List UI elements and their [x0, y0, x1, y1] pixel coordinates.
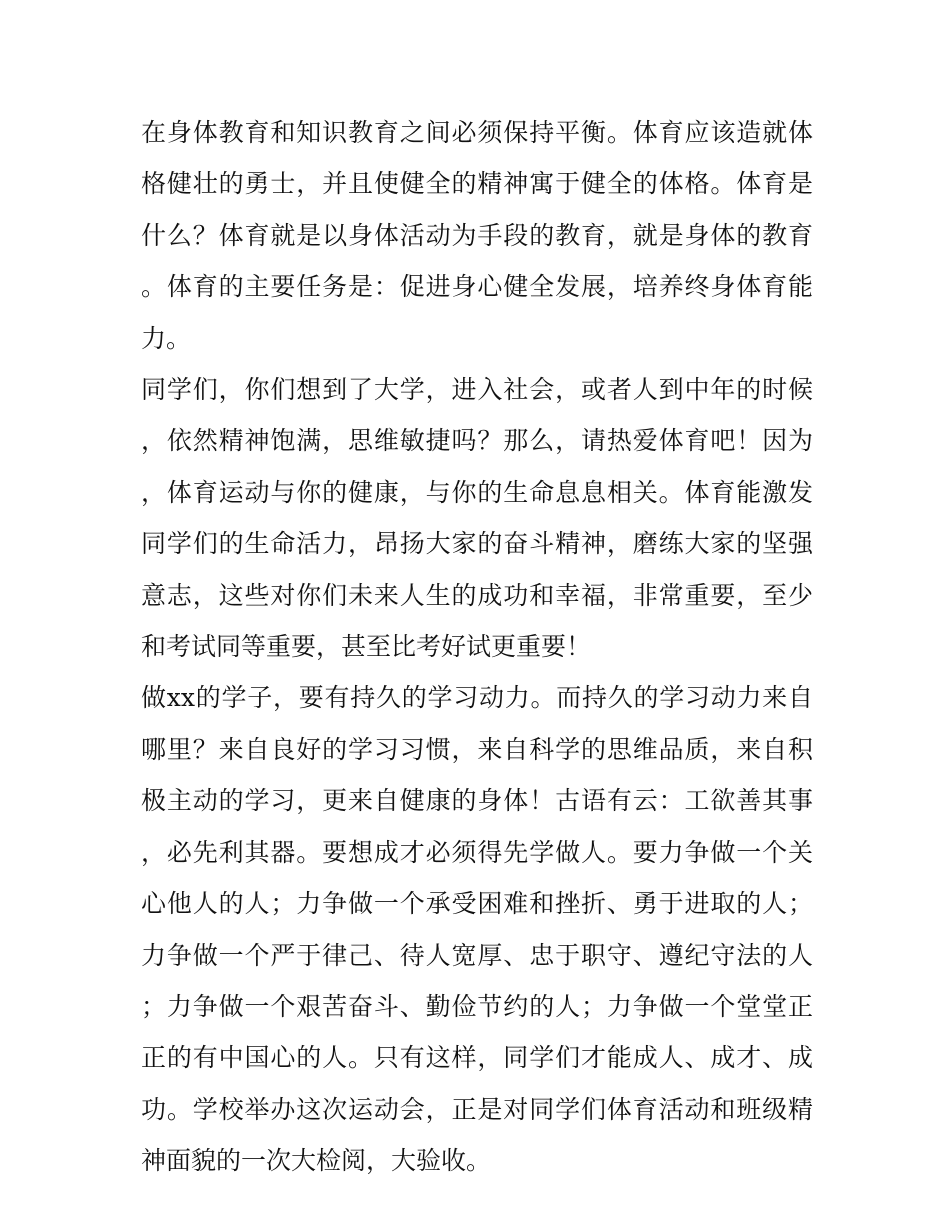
document-body: [141, 107, 813, 1187]
paragraph-1: 在身体教育和知识教育之间必须保持平衡。体育应该造就体格健壮的勇士，并且使健全的精神寓于健全的体格。体育是什么？体育就是以身体活动为手段的教育，就是身体的教育。体育的主要任务是：促进身心健全发展，培养终身体育能力。: [141, 118, 813, 353]
paragraph-3: 做xx的学子，要有持久的学习动力。而持久的学习动力来自哪里？来自良好的学习习惯，来自科学的思维品质，来自积极主动的学习，更来自健康的身体！古语有云：工欲善其事，必先利其器。要想成才必须得先学做人。要力争做一个关心他人的人；力争做一个承受困难和挫折、勇于进取的人；力争做一个严于律己、待人宽厚、忠于职守、遵纪守法的人；力争做一个艰苦奋斗、勤俭节约的人；力争做一个堂堂正正的有中国心的人。只有这样，同学们才能成人、成才、成功。学校举办这次运动会，正是对同学们体育活动和班级精神面貌的一次大检阅，大验收。: [141, 683, 813, 1176]
paragraph-2: 同学们，你们想到了大学，进入社会，或者人到中年的时候，依然精神饱满，思维敏捷吗？那么，请热爱体育吧！因为，体育运动与你的健康，与你的生命息息相关。体育能激发同学们的生命活力，昂扬大家的奋斗精神，磨练大家的坚强意志，这些对你们未来人生的成功和幸福，非常重要，至少和考试同等重要，甚至比考好试更重要！: [141, 375, 813, 662]
